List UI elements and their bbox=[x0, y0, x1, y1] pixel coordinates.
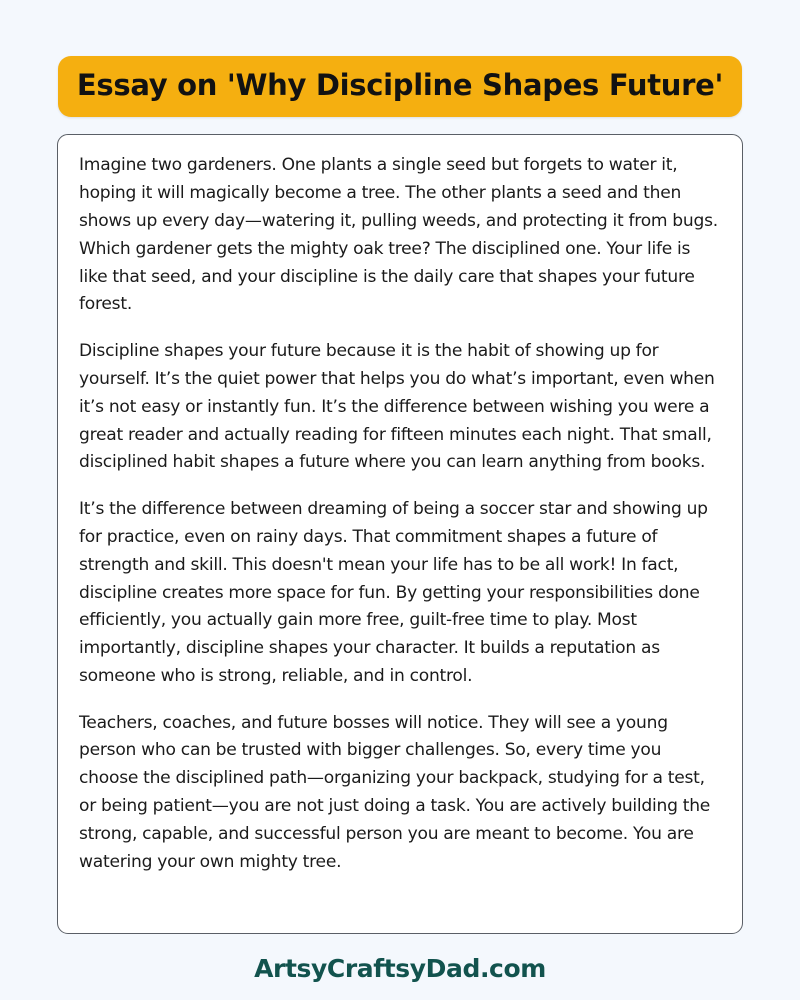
essay-paragraph: Imagine two gardeners. One plants a single seed but forgets to water it, hoping it will magically become a tree. The other plants a seed and then shows up every day—watering it, pulling weeds, and protecting it from bugs. Which gardener gets the mighty oak tree? The disciplined one. Your life is like that seed, and your discipline is the daily care that shapes your future forest. bbox=[79, 155, 718, 315]
essay-paragraph: Teachers, coaches, and future bosses will notice. They will see a young person who can be trusted with bigger challenges. So, every time you choose the disciplined path—organizing your backpack, studying for a test, or being patient—you are not just doing a task. You are actively building the strong, capable, and successful person you are meant to become. You are watering your own mighty tree. bbox=[79, 712, 711, 872]
essay-paragraph: It’s the difference between dreaming of being a soccer star and showing up for practice, even on rainy days. That commitment shapes a future of strength and skill. This doesn't mean your life has to be all work! In fact, discipline creates more space for fun. By getting your responsibilities done efficiently, you actually gain more free, guilt-free time to play. Most importantly, discipline shapes your character. It builds a reputation as someone who is strong, reliable, and in control. bbox=[79, 499, 708, 686]
brand-watermark: ArtsyCraftsyDad.com bbox=[254, 954, 546, 984]
essay-content-card bbox=[57, 134, 743, 934]
page-title: Essay on 'Why Discipline Shapes Future' bbox=[76, 68, 724, 102]
essay-body bbox=[79, 152, 722, 876]
essay-paragraph: Discipline shapes your future because it is the habit of showing up for yourself. It’s the quiet power that helps you do what’s important, even when it’s not easy or instantly fun. It’s the difference between wishing you were a great reader and actually reading for fifteen minutes each night. That small, disciplined habit shapes a future where you can learn anything from books. bbox=[79, 341, 715, 473]
footer bbox=[254, 954, 546, 983]
title-banner bbox=[58, 56, 742, 117]
